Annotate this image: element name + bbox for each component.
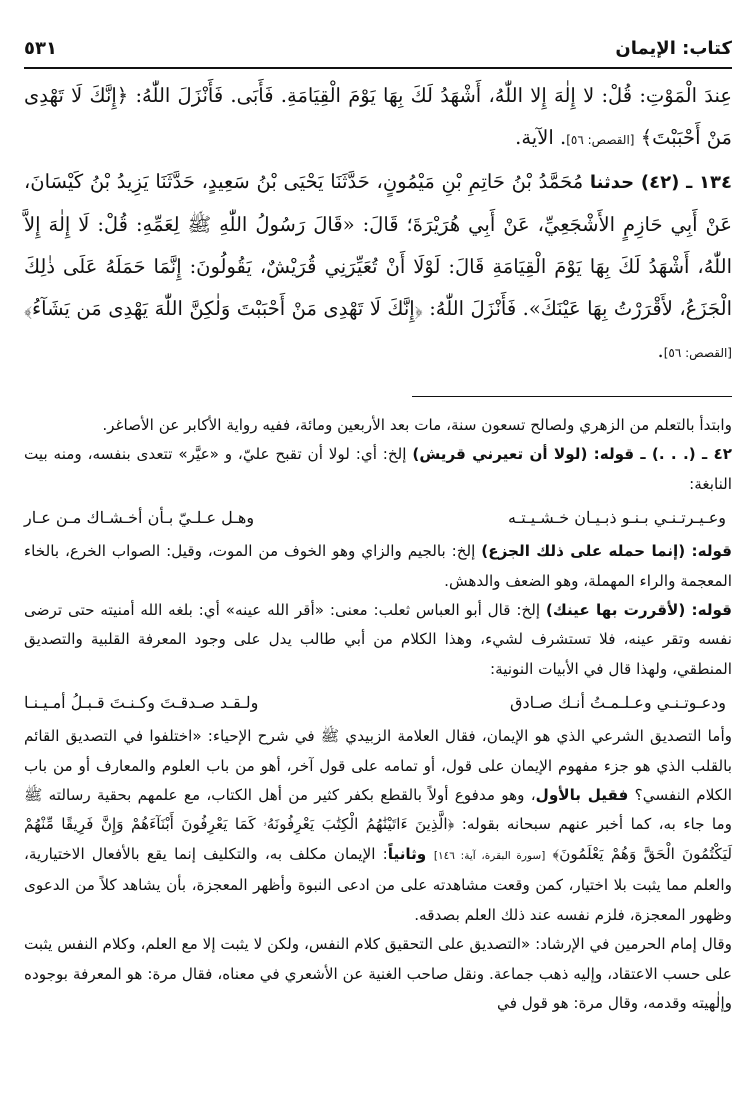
verse-second-hemistich: ولـقـد صـدقـتَ وكـنـتَ قـبـلُ أمـيـنـا	[24, 693, 259, 713]
page-header	[24, 0, 732, 69]
commentary-emphasis: فقيل بالأول	[535, 786, 629, 805]
quran-reference: [القصص: ٥٦]	[566, 133, 635, 147]
commentary-heading: ٤٢ ـ (. . .) ـ قوله: (لولا أن تعيرني قريش)	[412, 445, 732, 464]
commentary-text: إلخ: قال أبو العباس ثعلب: معنى: «أقر الله عينه» أي: بلغه الله أمنيته حتى ترضى نفسه وتقر عينه، فلا تستشرف لشيء، وهذا الكلام من أبي طالب يدل على وجود المعرفة القلبية والتصديق المنطقي، ولهذا قال في الأبيات النونية:	[24, 601, 732, 678]
footnote-divider	[412, 396, 732, 397]
hadith-paragraph	[24, 161, 732, 374]
verse-first-hemistich: وعـيـرتـنـي بـنـو ذبـيـان خـشـيـتـه	[507, 508, 726, 528]
verse-first-hemistich: ودعـوتـنـي وعـلـمـتُ أنـك صـادق	[510, 693, 726, 713]
quran-reference: [القصص: ٥٦]	[663, 346, 732, 360]
commentary-heading: قوله: (إنما حمله على ذلك الجزع)	[481, 542, 732, 561]
commentary-text: إلخ: بالجيم والزاي وهو الخوف من الموت، وقيل: الصواب الخرع، بالخاء المعجمة والراء المهملة، وهو الضعف والدهش.	[24, 542, 732, 590]
commentary-emphasis: وثانياً	[387, 844, 434, 863]
verse-second-hemistich: وهـل عـلـيّ بـأن أخـشـاك مـن عـار	[24, 508, 255, 528]
commentary-paragraph	[24, 722, 732, 930]
hadith-paragraph	[24, 75, 732, 161]
hadith-line: عِندَ الْمَوْتِ: قُلْ: لا إِلٰهَ إِلا اللّٰهُ، أَشْهَدُ لَكَ بِهَا يَوْمَ الْقِيَامَةِ. فَأَبَى. فَأَنْزَلَ اللّٰهُ: ﴿إِنَّكَ لَا تَهْدِى مَنْ أَحْبَبْتَ﴾	[24, 84, 732, 149]
poetry-verse	[24, 684, 732, 722]
commentary-paragraph: وقال إمام الحرمين في الإرشاد: «التصديق على التحقيق كلام النفس، ولكن لا يثبت إلا مع العلم، وكلام النفس يثبت على حسب الاعتقاد، وإليه ذهب جماعة. ونقل صاحب الغنية عن الأشعري في معناه، فقال مرة: هو المعرفة بوجوده وإلٰهيته وقدمه، وقال مرة: هو قول في	[24, 935, 732, 1012]
commentary-paragraph	[24, 440, 732, 499]
hadith-body: مُحَمَّدُ بْنُ حَاتِمِ بْنِ مَيْمُونٍ، حَدَّثَنَا يَحْيَى بْنُ سَعِيدٍ، حَدَّثَنَا يَزِيدُ بْنُ كَيْسَانَ، عَنْ أَبِي حَازِمٍ الأَشْجَعِيِّ، عَنْ أَبِي هُرَيْرَةَ؛ قَالَ: «قَالَ رَسُولُ اللّٰهِ ﷺ لِعَمِّهِ: قُلْ: لَا إِلٰهَ إِلاَّ اللّٰهُ، أَشْهَدُ لَكَ بِهَا يَوْمَ الْقِيَامَةِ قَالَ: لَوْلَا أَنْ تُعَيِّرَنِي قُرَيْشٌ، يَقُولُونَ: إِنَّمَا حَمَلَهُ عَلَى ذٰلِكَ الْجَزَعُ، لأَقْرَرْتُ بِهَا عَيْنَكَ». فَأَنْزَلَ اللّٰهُ: ﴿إِنَّكَ لَا تَهْدِى مَنْ أَحْبَبْتَ وَلٰكِنَّ اللّٰهَ يَهْدِى مَن يَشَآءُ﴾	[24, 170, 732, 320]
hadith-tail: . الآية.	[515, 126, 567, 149]
commentary-text: ، وهو مدفوع أولاً بالقطع بكفر كثير من أهل الكتاب، مع علمهم بحقية رسالته ﷺ وما جاء به، كما أخبر عنهم سبحانه بقوله: ﴿الَّذِينَ ءَاتَيْنَٰهُمُ الْكِتَٰبَ يَعْرِفُونَهُۥ كَمَا يَعْرِفُونَ أَبْنَآءَهُمْ وَإِنَّ فَرِيقًا مِّنْهُمْ لَيَكْتُمُونَ الْحَقَّ وَهُمْ يَعْلَمُونَ﴾	[24, 786, 732, 863]
poetry-verse	[24, 499, 732, 537]
commentary	[24, 411, 732, 1018]
commentary-paragraph	[24, 537, 732, 596]
commentary-text: إلخ: أي: لولا أن تقبح عليّ، و «عيَّر» تتعدى بنفسه، ومنه بيت النابغة:	[24, 445, 732, 493]
commentary-text: وأما التصديق الشرعي الذي هو الإيمان، فقال العلامة الزبيدي ﷺ في شرح الإحياء: «اختلفوا في التصديق القائم بالقلب الذي هو جزء مفهوم الإيمان على قول، أو تمامه على قول آخر، أهو من باب العلوم والمعارف أو من باب الكلام النفسي؟	[24, 727, 732, 805]
hadith-number: ١٣٤ ـ (٤٢) حدثنا	[589, 172, 733, 193]
commentary-heading: قوله: (لأقررت بها عينك)	[545, 601, 732, 620]
commentary-paragraph: وابتدأ بالتعلم من الزهري ولصالح تسعون سنة، مات بعد الأربعين ومائة، ففيه رواية الأكابر عن الأصاغر.	[102, 416, 732, 434]
hadith-tail: .	[657, 339, 664, 362]
commentary-text: : الإيمان مكلف به، والتكليف إنما يقع بالأفعال الاختيارية، والعلم مما يثبت بلا اختيار، كمن وقعت مشاهدته على من ادعى النبوة وأظهر المعجزة، بأن يشاهد كلاً من الدعوى وظهور المعجزة، فلزم نفسه عند ذلك العلم بصدقه.	[24, 844, 732, 924]
quran-reference: [سورة البقرة، آية: ١٤٦]	[433, 849, 546, 862]
commentary-paragraph	[24, 596, 732, 684]
book-title: كتاب: الإيمان	[615, 38, 732, 59]
hadith-text	[24, 75, 732, 374]
page-number: ٥٣١	[24, 38, 57, 59]
